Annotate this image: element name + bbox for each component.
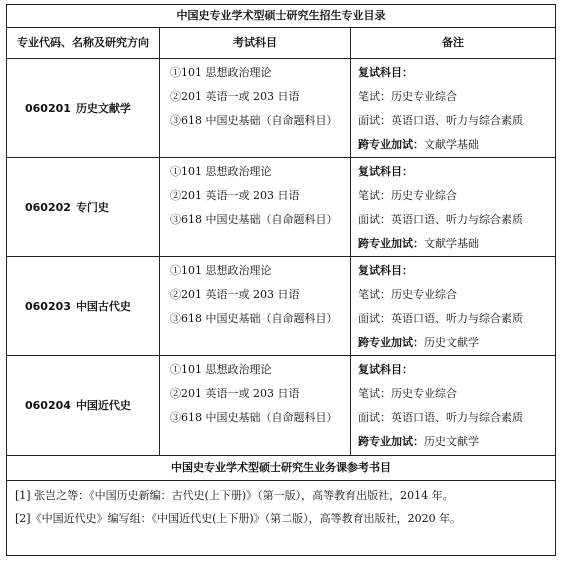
exam-subject: ③618 中国史基础（自命题科目） [170,114,338,127]
cross-major-value: 历史文献学 [424,435,479,448]
exam-subject: ①101 思想政治理论 [170,66,272,79]
exam-subject: ②201 英语一或 203 日语 [170,189,300,202]
major-code: 060203 [25,299,71,313]
interview-note: 面试：英语口语、听力与综合素质 [358,411,523,424]
cross-major-value: 文献学基础 [424,237,479,250]
program-catalog-table [6,4,556,556]
cross-major-note [358,336,479,350]
column-divider [159,27,160,455]
exam-subject: ①101 思想政治理论 [170,363,272,376]
major-cell [7,158,159,256]
exam-subject: ①101 思想政治理论 [170,264,272,277]
major-name: 中国古代史 [75,300,131,313]
exam-subject: ②201 英语一或 203 日语 [170,387,300,400]
written-exam-note: 笔试：历史专业综合 [358,90,457,103]
major-code: 060201 [25,101,71,115]
cross-major-value: 历史文献学 [424,336,479,349]
written-exam-note: 笔试：历史专业综合 [358,387,457,400]
row-divider [7,480,555,481]
cross-major-note [358,435,479,449]
retest-label: 复试科目： [358,165,413,178]
cross-major-label: 跨专业加试： [358,138,424,151]
major-code: 060202 [25,200,71,214]
column-divider [350,27,351,455]
retest-label: 复试科目： [358,363,413,376]
exam-subject: ③618 中国史基础（自命题科目） [170,213,338,226]
exam-subject: ②201 英语一或 203 日语 [170,288,300,301]
retest-label: 复试科目： [358,264,413,277]
major-code: 060204 [25,398,71,412]
major-name: 中国近代史 [75,399,131,412]
cross-major-label: 跨专业加试： [358,435,424,448]
cross-major-note [358,138,479,152]
exam-subject: ②201 英语一或 203 日语 [170,90,300,103]
written-exam-note: 笔试：历史专业综合 [358,288,457,301]
references-title: 中国史专业学术型硕士研究生业务课参考书目 [171,461,391,474]
major-name: 专门史 [75,201,109,214]
cross-major-note [358,237,479,251]
header-major: 专业代码、名称及研究方向 [17,36,149,49]
reference-item-2: [2]《中国近代史》编写组：《中国近代史(上下册)》（第二版），高等教育出版社，2020 年。 [15,512,462,525]
exam-subject: ③618 中国史基础（自命题科目） [170,312,338,325]
cross-major-label: 跨专业加试： [358,237,424,250]
cross-major-value: 文献学基础 [424,138,479,151]
major-cell [7,59,159,157]
written-exam-note: 笔试：历史专业综合 [358,189,457,202]
major-cell [7,356,159,454]
interview-note: 面试：英语口语、听力与综合素质 [358,213,523,226]
exam-subject: ①101 思想政治理论 [170,165,272,178]
reference-item-1: [1] 张岂之等：《中国历史新编：古代史(上下册)》（第一版），高等教育出版社，2014 年。 [15,489,454,502]
interview-note: 面试：英语口语、听力与综合素质 [358,312,523,325]
major-name: 历史文献学 [75,102,131,115]
retest-label: 复试科目： [358,66,413,79]
cross-major-label: 跨专业加试： [358,336,424,349]
interview-note: 面试：英语口语、听力与综合素质 [358,114,523,127]
header-notes: 备注 [442,36,464,49]
header-exams: 考试科目 [233,36,277,49]
exam-subject: ③618 中国史基础（自命题科目） [170,411,338,424]
table-title: 中国史专业学术型硕士研究生招生专业目录 [176,9,386,22]
major-cell [7,257,159,355]
